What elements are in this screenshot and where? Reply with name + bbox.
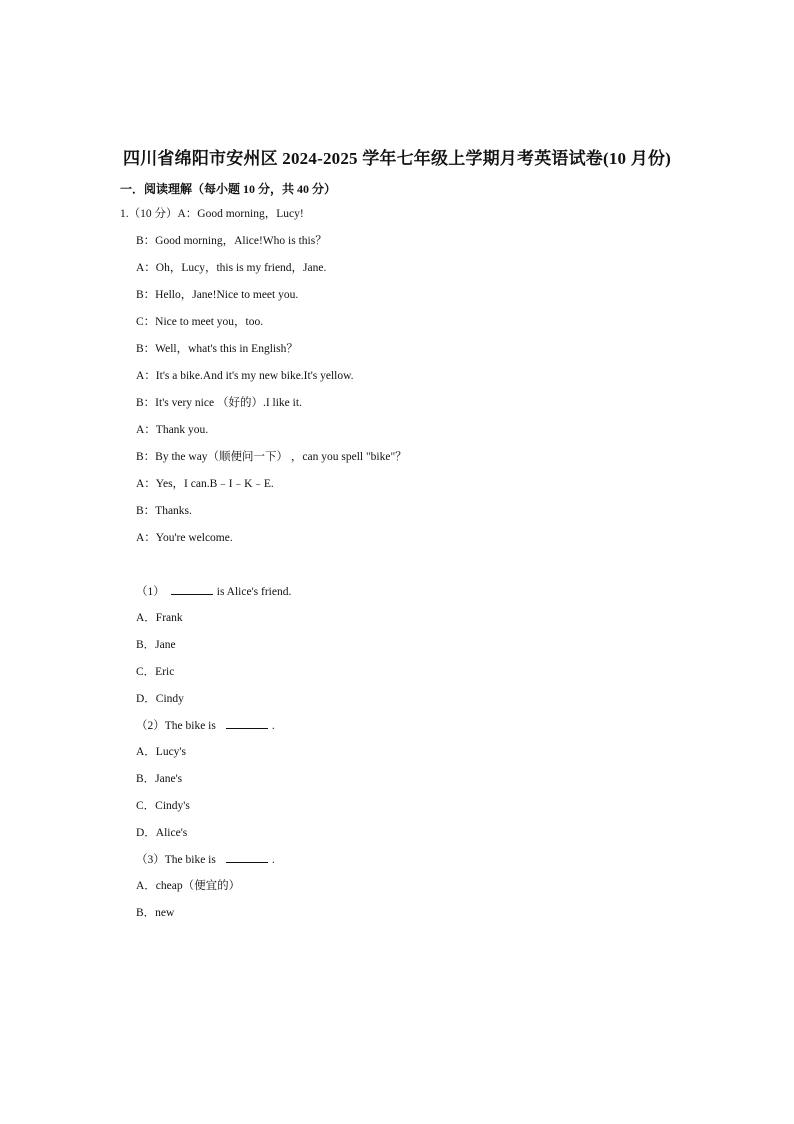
dialogue-line: A：Oh，Lucy，this is my friend，Jane. xyxy=(136,262,327,274)
dialogue-line: A：Yes，I can.B﹣I﹣K﹣E. xyxy=(136,478,274,490)
section-heading: 一．阅读理解（每小题 10 分，共 40 分） xyxy=(120,182,337,196)
dialogue-line: B：Hello，Jane!Nice to meet you. xyxy=(136,289,299,301)
paper-title: 四川省绵阳市安州区 2024-2025 学年七年级上学期月考英语试卷(10 月份) xyxy=(123,149,671,168)
question-intro: 1.（10 分）A：Good morning，Lucy! xyxy=(120,208,304,220)
dialogue-line: A：You're welcome. xyxy=(136,532,233,544)
sub-question-prefix: （1） xyxy=(136,586,165,598)
dialogue-line: B：Thanks. xyxy=(136,505,192,517)
option-b[interactable]: B．new xyxy=(136,907,175,919)
answer-blank[interactable] xyxy=(171,584,213,595)
option-a[interactable]: A．Frank xyxy=(136,612,183,624)
answer-blank[interactable] xyxy=(226,718,268,729)
sub-question-2 xyxy=(136,718,275,733)
sub-question-suffix: . xyxy=(271,720,275,732)
option-b[interactable]: B．Jane xyxy=(136,639,176,651)
option-d[interactable]: D．Cindy xyxy=(136,693,184,705)
sub-question-suffix: is Alice's friend. xyxy=(216,586,292,598)
sub-question-suffix: . xyxy=(271,854,275,866)
option-a[interactable]: A．Lucy's xyxy=(136,746,186,758)
dialogue-line: B：It's very nice （好的）.I like it. xyxy=(136,397,302,409)
dialogue-line: A：It's a bike.And it's my new bike.It's yellow. xyxy=(136,370,354,382)
dialogue-line: B：Good morning，Alice!Who is this？ xyxy=(136,235,327,247)
option-a[interactable]: A．cheap（便宜的） xyxy=(136,880,241,892)
option-c[interactable]: C．Cindy's xyxy=(136,800,190,812)
sub-question-prefix: （2）The bike is xyxy=(136,720,216,732)
sub-question-1 xyxy=(136,584,291,599)
sub-question-3 xyxy=(136,852,275,867)
option-c[interactable]: C．Eric xyxy=(136,666,175,678)
dialogue-line: C：Nice to meet you，too. xyxy=(136,316,264,328)
dialogue-line: B：Well，what's this in English？ xyxy=(136,343,298,355)
sub-question-prefix: （3）The bike is xyxy=(136,854,216,866)
dialogue-line: B：By the way（顺便问一下） ，can you spell "bike"？ xyxy=(136,451,407,463)
answer-blank[interactable] xyxy=(226,852,268,863)
option-d[interactable]: D．Alice's xyxy=(136,827,188,839)
dialogue-line: A：Thank you. xyxy=(136,424,209,436)
option-b[interactable]: B．Jane's xyxy=(136,773,183,785)
